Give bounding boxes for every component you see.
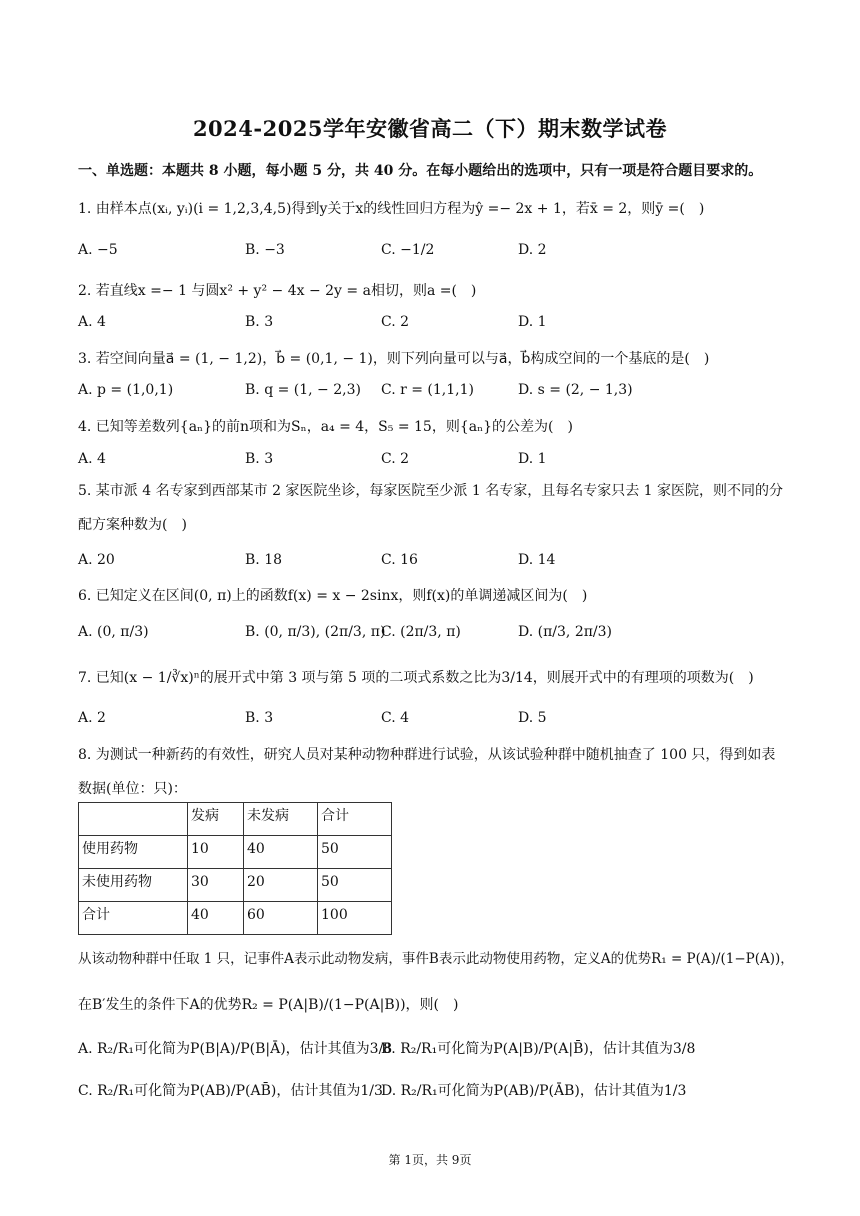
option-b: B. R₂/R₁可化简为P(A|B)/P(A|B̄)，估计其值为3/8 bbox=[381, 1041, 696, 1057]
option-b: B. 3 bbox=[245, 451, 274, 467]
question-2-stem: 2. 若直线x =− 1 与圆x² + y² − 4x − 2y = a相切，则a =( ) bbox=[78, 283, 477, 299]
option-a: A. R₂/R₁可化简为P(B|A)/P(B|Ā)，估计其值为3/8 bbox=[78, 1041, 393, 1057]
question-1-options bbox=[78, 242, 788, 266]
option-c: C. 2 bbox=[381, 451, 410, 467]
question-5-stem: 5. 某市派 4 名专家到西部某市 2 家医院坐诊，每家医院至少派 1 名专家，且每名专家只去 1 家医院，则不同的分配方案种数为( ) bbox=[78, 483, 784, 533]
option-b: B. (0, π/3), (2π/3, π) bbox=[245, 624, 386, 640]
table-cell: 发病 bbox=[188, 803, 244, 836]
question-3-options bbox=[78, 382, 788, 406]
table-row bbox=[79, 869, 392, 902]
option-c: C. 16 bbox=[381, 552, 418, 568]
option-a: A. 4 bbox=[78, 451, 106, 467]
option-a: A. 20 bbox=[78, 552, 115, 568]
option-d: D. 1 bbox=[518, 314, 547, 330]
option-b: B. −3 bbox=[245, 242, 285, 258]
option-c: C. (2π/3, π) bbox=[381, 624, 461, 640]
table-cell: 50 bbox=[318, 869, 392, 902]
option-d: D. 2 bbox=[518, 242, 547, 258]
option-d: D. (π/3, 2π/3) bbox=[518, 624, 613, 640]
option-d: D. 14 bbox=[518, 552, 556, 568]
option-b: B. q = (1, − 2,3) bbox=[245, 382, 361, 398]
option-c: C. 4 bbox=[381, 710, 410, 726]
option-a: A. 4 bbox=[78, 314, 106, 330]
table-cell: 40 bbox=[244, 836, 318, 869]
page-number: 第 1页，共 9页 bbox=[388, 1153, 472, 1167]
table-cell bbox=[79, 803, 188, 836]
option-d: D. R₂/R₁可化简为P(AB)/P(ĀB)，估计其值为1/3 bbox=[381, 1083, 687, 1099]
option-a: A. 2 bbox=[78, 710, 106, 726]
option-d: D. s = (2, − 1,3) bbox=[518, 382, 633, 398]
option-d: D. 1 bbox=[518, 451, 547, 467]
section-heading: 一、单选题：本题共 8 小题，每小题 5 分，共 40 分。在每小题给出的选项中，只有一项是符合题目要求的。 bbox=[78, 163, 763, 179]
question-4-options bbox=[78, 451, 788, 475]
question-7-options bbox=[78, 710, 788, 734]
table-cell: 50 bbox=[318, 836, 392, 869]
option-c: C. 2 bbox=[381, 314, 410, 330]
question-8-stem: 8. 为测试一种新药的有效性，研究人员对某种动物种群进行试验，从该试验种群中随机抽查了 100 只，得到如表数据(单位：只)： bbox=[78, 747, 776, 797]
option-d: D. 5 bbox=[518, 710, 547, 726]
table-cell: 60 bbox=[244, 902, 318, 935]
option-c: C. R₂/R₁可化简为P(AB)/P(AB̄)，估计其值为1/3 bbox=[78, 1083, 383, 1099]
option-a: A. −5 bbox=[78, 242, 118, 258]
option-a: A. p = (1,0,1) bbox=[78, 382, 174, 398]
question-3-stem: 3. 若空间向量a⃗ = (1, − 1,2)，b⃗ = (0,1, − 1)，则下列向量可以与a⃗，b⃗构成空间的一个基底的是( ) bbox=[78, 351, 710, 367]
option-b: B. 3 bbox=[245, 710, 274, 726]
option-b: B. 3 bbox=[245, 314, 274, 330]
question-8-stem-3: 在B′发生的条件下A的优势R₂ = P(A|B)/(1−P(A|B))，则( ) bbox=[78, 997, 459, 1013]
table-cell: 未发病 bbox=[244, 803, 318, 836]
option-b: B. 18 bbox=[245, 552, 283, 568]
table-cell: 合计 bbox=[79, 902, 188, 935]
table-cell: 30 bbox=[188, 869, 244, 902]
question-6-options bbox=[78, 624, 788, 648]
question-6-stem: 6. 已知定义在区间(0, π)上的函数f(x) = x − 2sinx，则f(x)的单调递减区间为( ) bbox=[78, 588, 588, 604]
table-cell: 40 bbox=[188, 902, 244, 935]
option-a: A. (0, π/3) bbox=[78, 624, 149, 640]
option-c: C. −1/2 bbox=[381, 242, 435, 258]
data-table bbox=[78, 802, 392, 935]
table-cell: 10 bbox=[188, 836, 244, 869]
question-8-stem-2: 从该动物种群中任取 1 只，记事件A表示此动物发病，事件B表示此动物使用药物，定义A的优势R₁ = P(A)/(1−P(A))， bbox=[78, 951, 794, 967]
table-cell: 未使用药物 bbox=[79, 869, 188, 902]
question-5-options bbox=[78, 552, 788, 576]
table-row bbox=[79, 836, 392, 869]
table-cell: 合计 bbox=[318, 803, 392, 836]
question-1-stem: 1. 由样本点(xᵢ, yᵢ)(i = 1,2,3,4,5)得到y关于x的线性回归方程为ŷ =− 2x + 1，若x̄ = 2，则ȳ =( ) bbox=[78, 201, 705, 217]
table-header-row bbox=[79, 803, 392, 836]
option-c: C. r = (1,1,1) bbox=[381, 382, 474, 398]
table-cell: 100 bbox=[318, 902, 392, 935]
question-4-stem: 4. 已知等差数列{aₙ}的前n项和为Sₙ，a₄ = 4，S₅ = 15，则{aₙ}的公差为( ) bbox=[78, 419, 573, 435]
question-7-stem: 7. 已知(x − 1/∛x)ⁿ的展开式中第 3 项与第 5 项的二项式系数之比为3/14，则展开式中的有理项的项数为( ) bbox=[78, 670, 754, 686]
question-2-options bbox=[78, 314, 788, 338]
table-row bbox=[79, 902, 392, 935]
table-cell: 20 bbox=[244, 869, 318, 902]
table-cell: 使用药物 bbox=[79, 836, 188, 869]
page-title: 2024-2025学年安徽省高二（下）期末数学试卷 bbox=[192, 116, 668, 141]
